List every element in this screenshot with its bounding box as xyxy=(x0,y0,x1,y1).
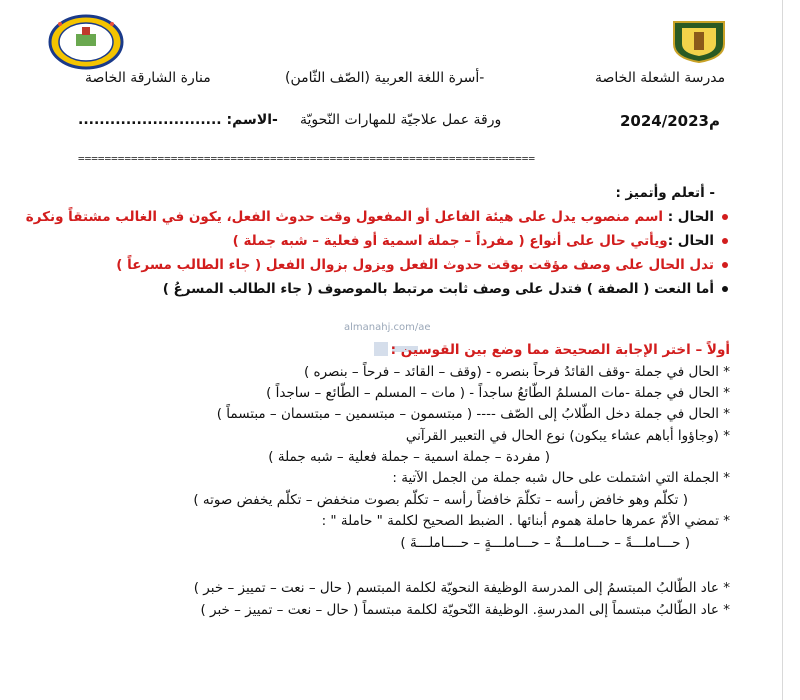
question-item: * عاد الطّالبُ مبتسماً إلى المدرسةِ. الوظيفة النّحويّة لكلمة مبتسماً ( حال – نعت – تمييز – خبر ) xyxy=(200,602,730,618)
school-year: 2024/2023م xyxy=(620,112,720,130)
student-name-field[interactable]: -الاسم: ........................... xyxy=(78,112,278,128)
questions-heading-text: أولاً – اختر الإجابة الصحيحة مما وضع بين القوسين : xyxy=(390,342,730,358)
bullet-dot xyxy=(722,238,728,244)
page-edge-line xyxy=(782,0,783,700)
worksheet-title: ورقة عمل علاجيّة للمهارات النّحويّة xyxy=(300,112,502,128)
question-item: * الحال في جملة -مات المسلمُ الطّائعُ ساجداً - ( مات – المسلم – الطّائع – ساجداً ) xyxy=(266,385,730,401)
question-item: * الجملة التي اشتملت على حال شبه جملة من الجمل الآتية : xyxy=(392,470,730,486)
manarat-logo xyxy=(48,14,124,70)
bullet-label: الحال : xyxy=(667,233,714,249)
other-school: منارة الشارقة الخاصة xyxy=(85,70,211,86)
bullet-label: الحال : xyxy=(667,209,714,225)
bullet-text: أما النعت ( الصفة ) فتدل على وصف ثابت مرتبط بالموصوف ( جاء الطالب المسرعُ ) xyxy=(162,281,714,297)
department-label: -أسرة اللغة العربية (الصّف الثّامن) xyxy=(285,70,485,86)
bullet-dot xyxy=(722,262,728,268)
question-item: * الحال في جملة -وقف القائدُ فرحاً بنصره - (وقف – القائد – فرحاً – بنصره ) xyxy=(303,364,730,380)
school-name: مدرسة الشعلة الخاصة xyxy=(595,70,726,86)
bullet-item xyxy=(25,209,728,225)
question-options: ( مفردة – جملة اسمية – جملة فعلية – شبه جملة ) xyxy=(268,449,550,465)
bullet-item xyxy=(88,257,728,273)
bullet-item xyxy=(88,233,728,249)
bullet-dot xyxy=(722,286,728,292)
bullet-text: تدل الحال على وصف مؤقت بوقت حدوث الفعل ويزول بزوال الفعل ( جاء الطالب مسرعاً ) xyxy=(116,257,714,273)
question-item: * عاد الطّالبُ المبتسمُ إلى المدرسة الوظيفة النحويّة لكلمة المبتسم ( حال – نعت – تمييز – خبر ) xyxy=(193,580,730,596)
learn-heading: - أتعلم وأتميز : xyxy=(615,185,715,201)
bullet-item xyxy=(88,281,728,297)
department xyxy=(285,70,484,86)
question-item: * تمضي الأمّ عمرها حاملة هموم أبنائها . الضبط الصحيح لكلمة " حاملة " : xyxy=(321,513,730,529)
question-options: ( تكلّم وهو خافض رأسه – تكلّمَ خافضاً رأسه – تكلّم بصوت منخفض – تكلّم يخفض صوته ) xyxy=(193,492,688,508)
watermark-text: almanahj.com/ae xyxy=(344,322,431,333)
question-item: * الحال في جملة دخل الطّلابُ إلى الصّف ---- ( مبتسمون – مبتسمين – مبتسمان – مبتسماً ) xyxy=(216,406,730,422)
bullet-text: اسم منصوب يدل على هيئة الفاعل أو المفعول وقت حدوث الفعل، يكون في الغالب مشتقاً ونكرة xyxy=(25,209,668,225)
shoula-logo xyxy=(666,18,732,64)
bullet-text: ويأتي حال على أنواع ( مفرداً – جملة اسمية أو فعلية – شبه جملة ) xyxy=(232,233,668,249)
questions-heading xyxy=(391,342,730,358)
question-item: * (وجاؤوا أباهم عشاء يبكون) نوع الحال في التعبير القرآني xyxy=(405,428,730,444)
bullet-dot xyxy=(722,214,728,220)
separator-line: ===================================================================== xyxy=(78,152,535,165)
question-options: ( حـــاملـــةً – حـــاملـــةٌ – حـــاملـــةٍ – حــــاملـــةَ ) xyxy=(400,535,690,551)
